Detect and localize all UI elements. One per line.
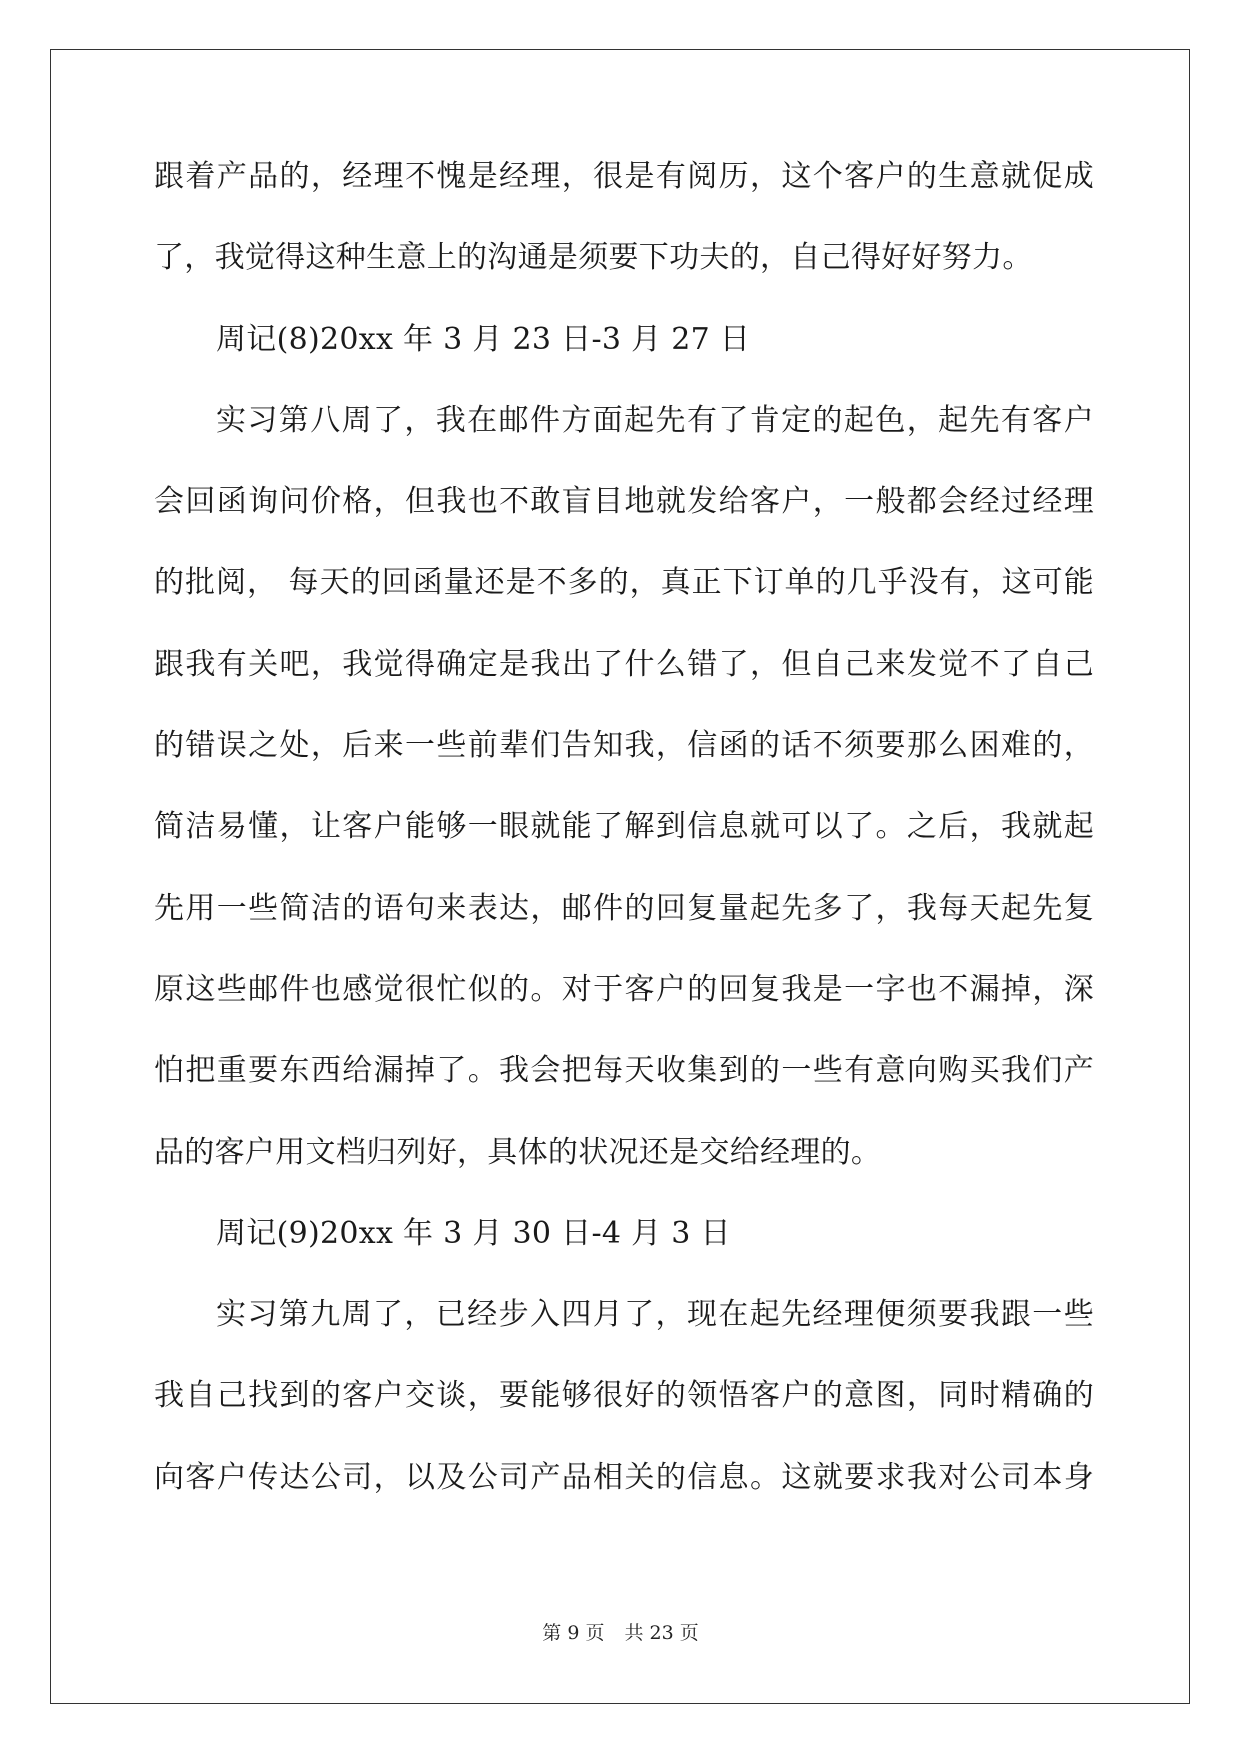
page-footer [0, 1618, 1241, 1645]
text-line: 跟我有关吧，我觉得确定是我出了什么错了，但自己来发觉不了自己 [154, 646, 1094, 682]
text-line: 原这些邮件也感觉很忙似的。对于客户的回复我是一字也不漏掉，深 [154, 971, 1094, 1007]
text-line: 会回函询问价格，但我也不敢盲目地就发给客户，一般都会经过经理 [154, 484, 1094, 520]
text-line: 实习第九周了，已经步入四月了，现在起先经理便须要我跟一些 [216, 1297, 1094, 1333]
section-heading: 周记(9)20xx 年 3 月 30 日-4 月 3 日 [216, 1215, 731, 1251]
text-line: 了，我觉得这种生意上的沟通是须要下功夫的，自己得好好努力。 [154, 240, 1033, 276]
document-body [154, 160, 1094, 1542]
text-line: 跟着产品的，经理不愧是经理，很是有阅历，这个客户的生意就促成 [154, 159, 1094, 194]
page-total: 共 23 页 [624, 1622, 699, 1644]
text-line: 怕把重要东西给漏掉了。我会把每天收集到的一些有意向购买我们产 [154, 1053, 1094, 1089]
text-line: 简洁易懂，让客户能够一眼就能了解到信息就可以了。之后，我就起 [154, 809, 1094, 845]
text-line: 的错误之处，后来一些前辈们告知我，信函的话不须要那么困难的， [154, 728, 1094, 764]
page-number: 第 9 页 [542, 1622, 605, 1644]
text-line: 先用一些简洁的语句来表达，邮件的回复量起先多了，我每天起先复 [154, 890, 1094, 926]
text-line: 品的客户用文档归列好，具体的状况还是交给经理的。 [154, 1134, 882, 1170]
section-heading: 周记(8)20xx 年 3 月 23 日-3 月 27 日 [216, 321, 751, 357]
text-line: 实习第八周了，我在邮件方面起先有了肯定的起色，起先有客户 [216, 402, 1094, 438]
text-line: 的批阅， 每天的回函量还是不多的，真正下订单的几乎没有，这可能 [154, 565, 1094, 601]
text-line: 向客户传达公司，以及公司产品相关的信息。这就要求我对公司本身 [154, 1459, 1094, 1495]
text-line: 我自己找到的客户交谈，要能够很好的领悟客户的意图，同时精确的 [154, 1378, 1094, 1414]
